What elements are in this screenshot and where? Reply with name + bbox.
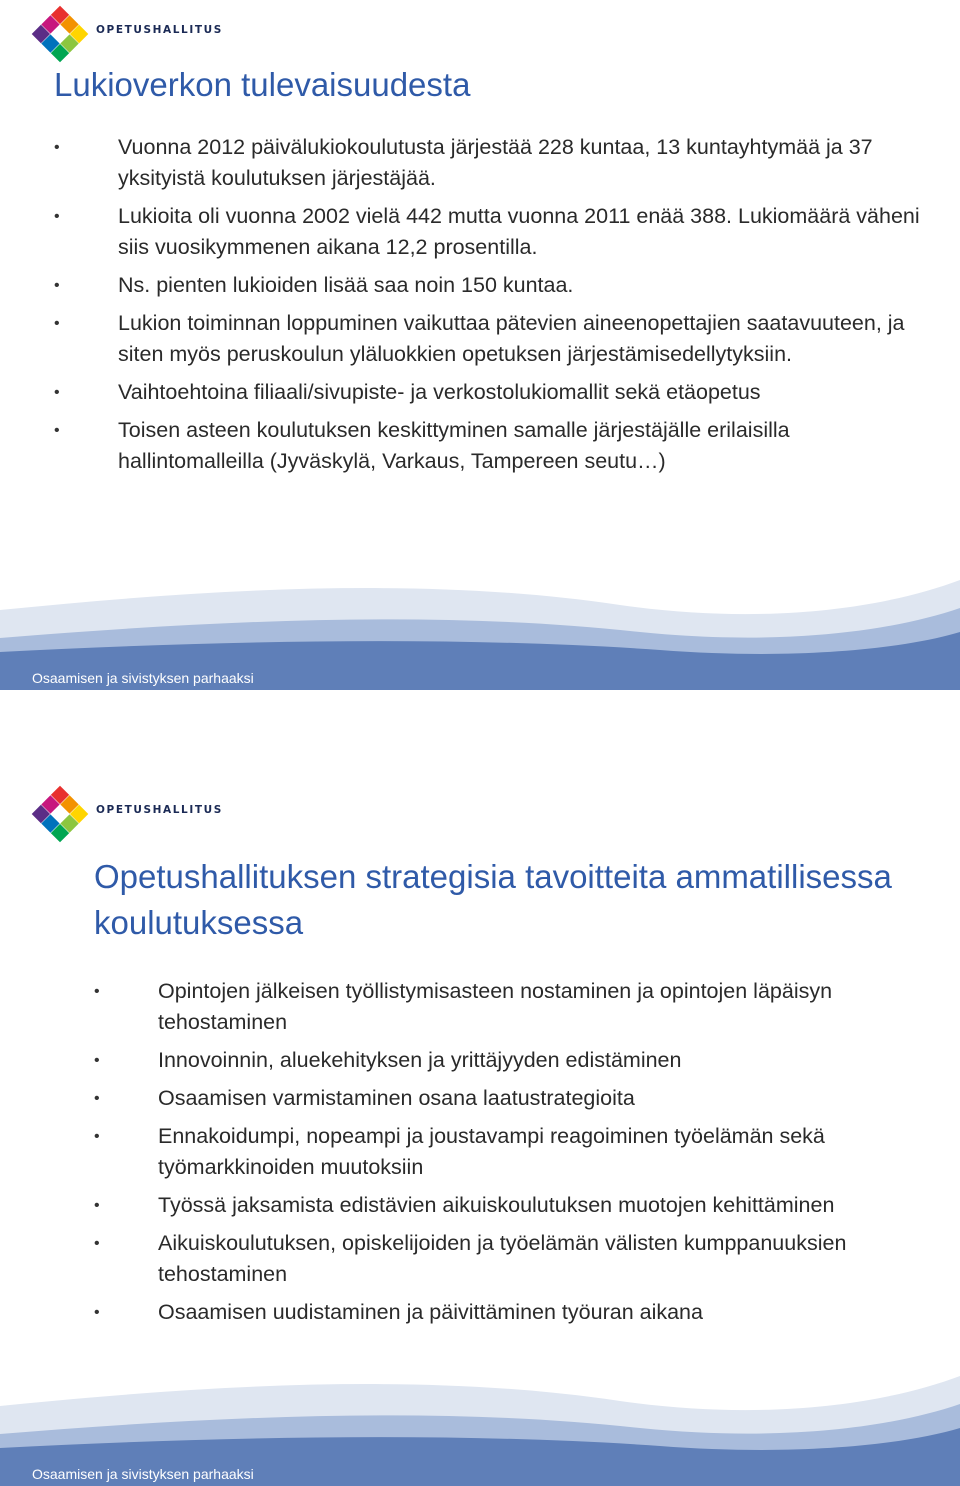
logo-text: OPETUSHALLITUS [96, 24, 223, 36]
bullet-item: • Työssä jaksamista edistävien aikuiskoulutuksen muotojen kehittäminen [94, 1190, 914, 1221]
slide-title: Lukioverkon tulevaisuudesta [54, 66, 471, 103]
slide-title: Opetushallituksen strategisia tavoitteita ammatillisessa koulutuksessa [94, 858, 892, 941]
bullet-item: • Osaamisen uudistaminen ja päivittäminen työuran aikana [94, 1297, 914, 1328]
bullet-item: • Osaamisen varmistaminen osana laatustrategioita [94, 1083, 914, 1114]
logo-diamond-icon [30, 784, 90, 844]
bullet-list [54, 132, 934, 484]
opetushallitus-logo [30, 4, 230, 60]
bullet-item: • Vuonna 2012 päivälukiokoulutusta järjestää 228 kuntaa, 13 kuntayhtymää ja 37 yksityistä koulutuksen järjestäjää. [54, 132, 934, 194]
slide-1 [0, 0, 960, 690]
bullet-list [94, 976, 914, 1335]
slide-2 [0, 780, 960, 1486]
logo-text: OPETUSHALLITUS [96, 804, 223, 816]
bullet-item: • Innovoinnin, aluekehityksen ja yrittäjyyden edistäminen [94, 1045, 914, 1076]
bullet-item: • Ennakoidumpi, nopeampi ja joustavampi reagoiminen työelämän sekä työmarkkinoiden muutoksiin [94, 1121, 914, 1183]
bullet-item: • Vaihtoehtoina filiaali/sivupiste- ja verkostolukiomallit sekä etäopetus [54, 377, 934, 408]
bullet-item: • Toisen asteen koulutuksen keskittyminen samalle järjestäjälle erilaisilla hallintomalleilla (Jyväskylä, Varkaus, Tampereen seutu…) [54, 415, 934, 477]
bullet-item: • Opintojen jälkeisen työllistymisasteen nostaminen ja opintojen läpäisyn tehostaminen [94, 976, 914, 1038]
bullet-item: • Aikuiskoulutuksen, opiskelijoiden ja työelämän välisten kumppanuuksien tehostaminen [94, 1228, 914, 1290]
bullet-item: • Lukion toiminnan loppuminen vaikuttaa pätevien aineenopettajien saatavuuteen, ja siten myös peruskoulun yläluokkien opetuksen järjestämisedellytyksiin. [54, 308, 934, 370]
footer-text: Osaamisen ja sivistyksen parhaaksi [32, 670, 254, 686]
footer-text: Osaamisen ja sivistyksen parhaaksi [32, 1466, 254, 1482]
logo-diamond-icon [30, 4, 90, 64]
bullet-item: • Ns. pienten lukioiden lisää saa noin 150 kuntaa. [54, 270, 934, 301]
opetushallitus-logo [30, 784, 230, 840]
bullet-item: • Lukioita oli vuonna 2002 vielä 442 mutta vuonna 2011 enää 388. Lukiomäärä väheni siis vuosikymmenen aikana 12,2 prosentilla. [54, 201, 934, 263]
